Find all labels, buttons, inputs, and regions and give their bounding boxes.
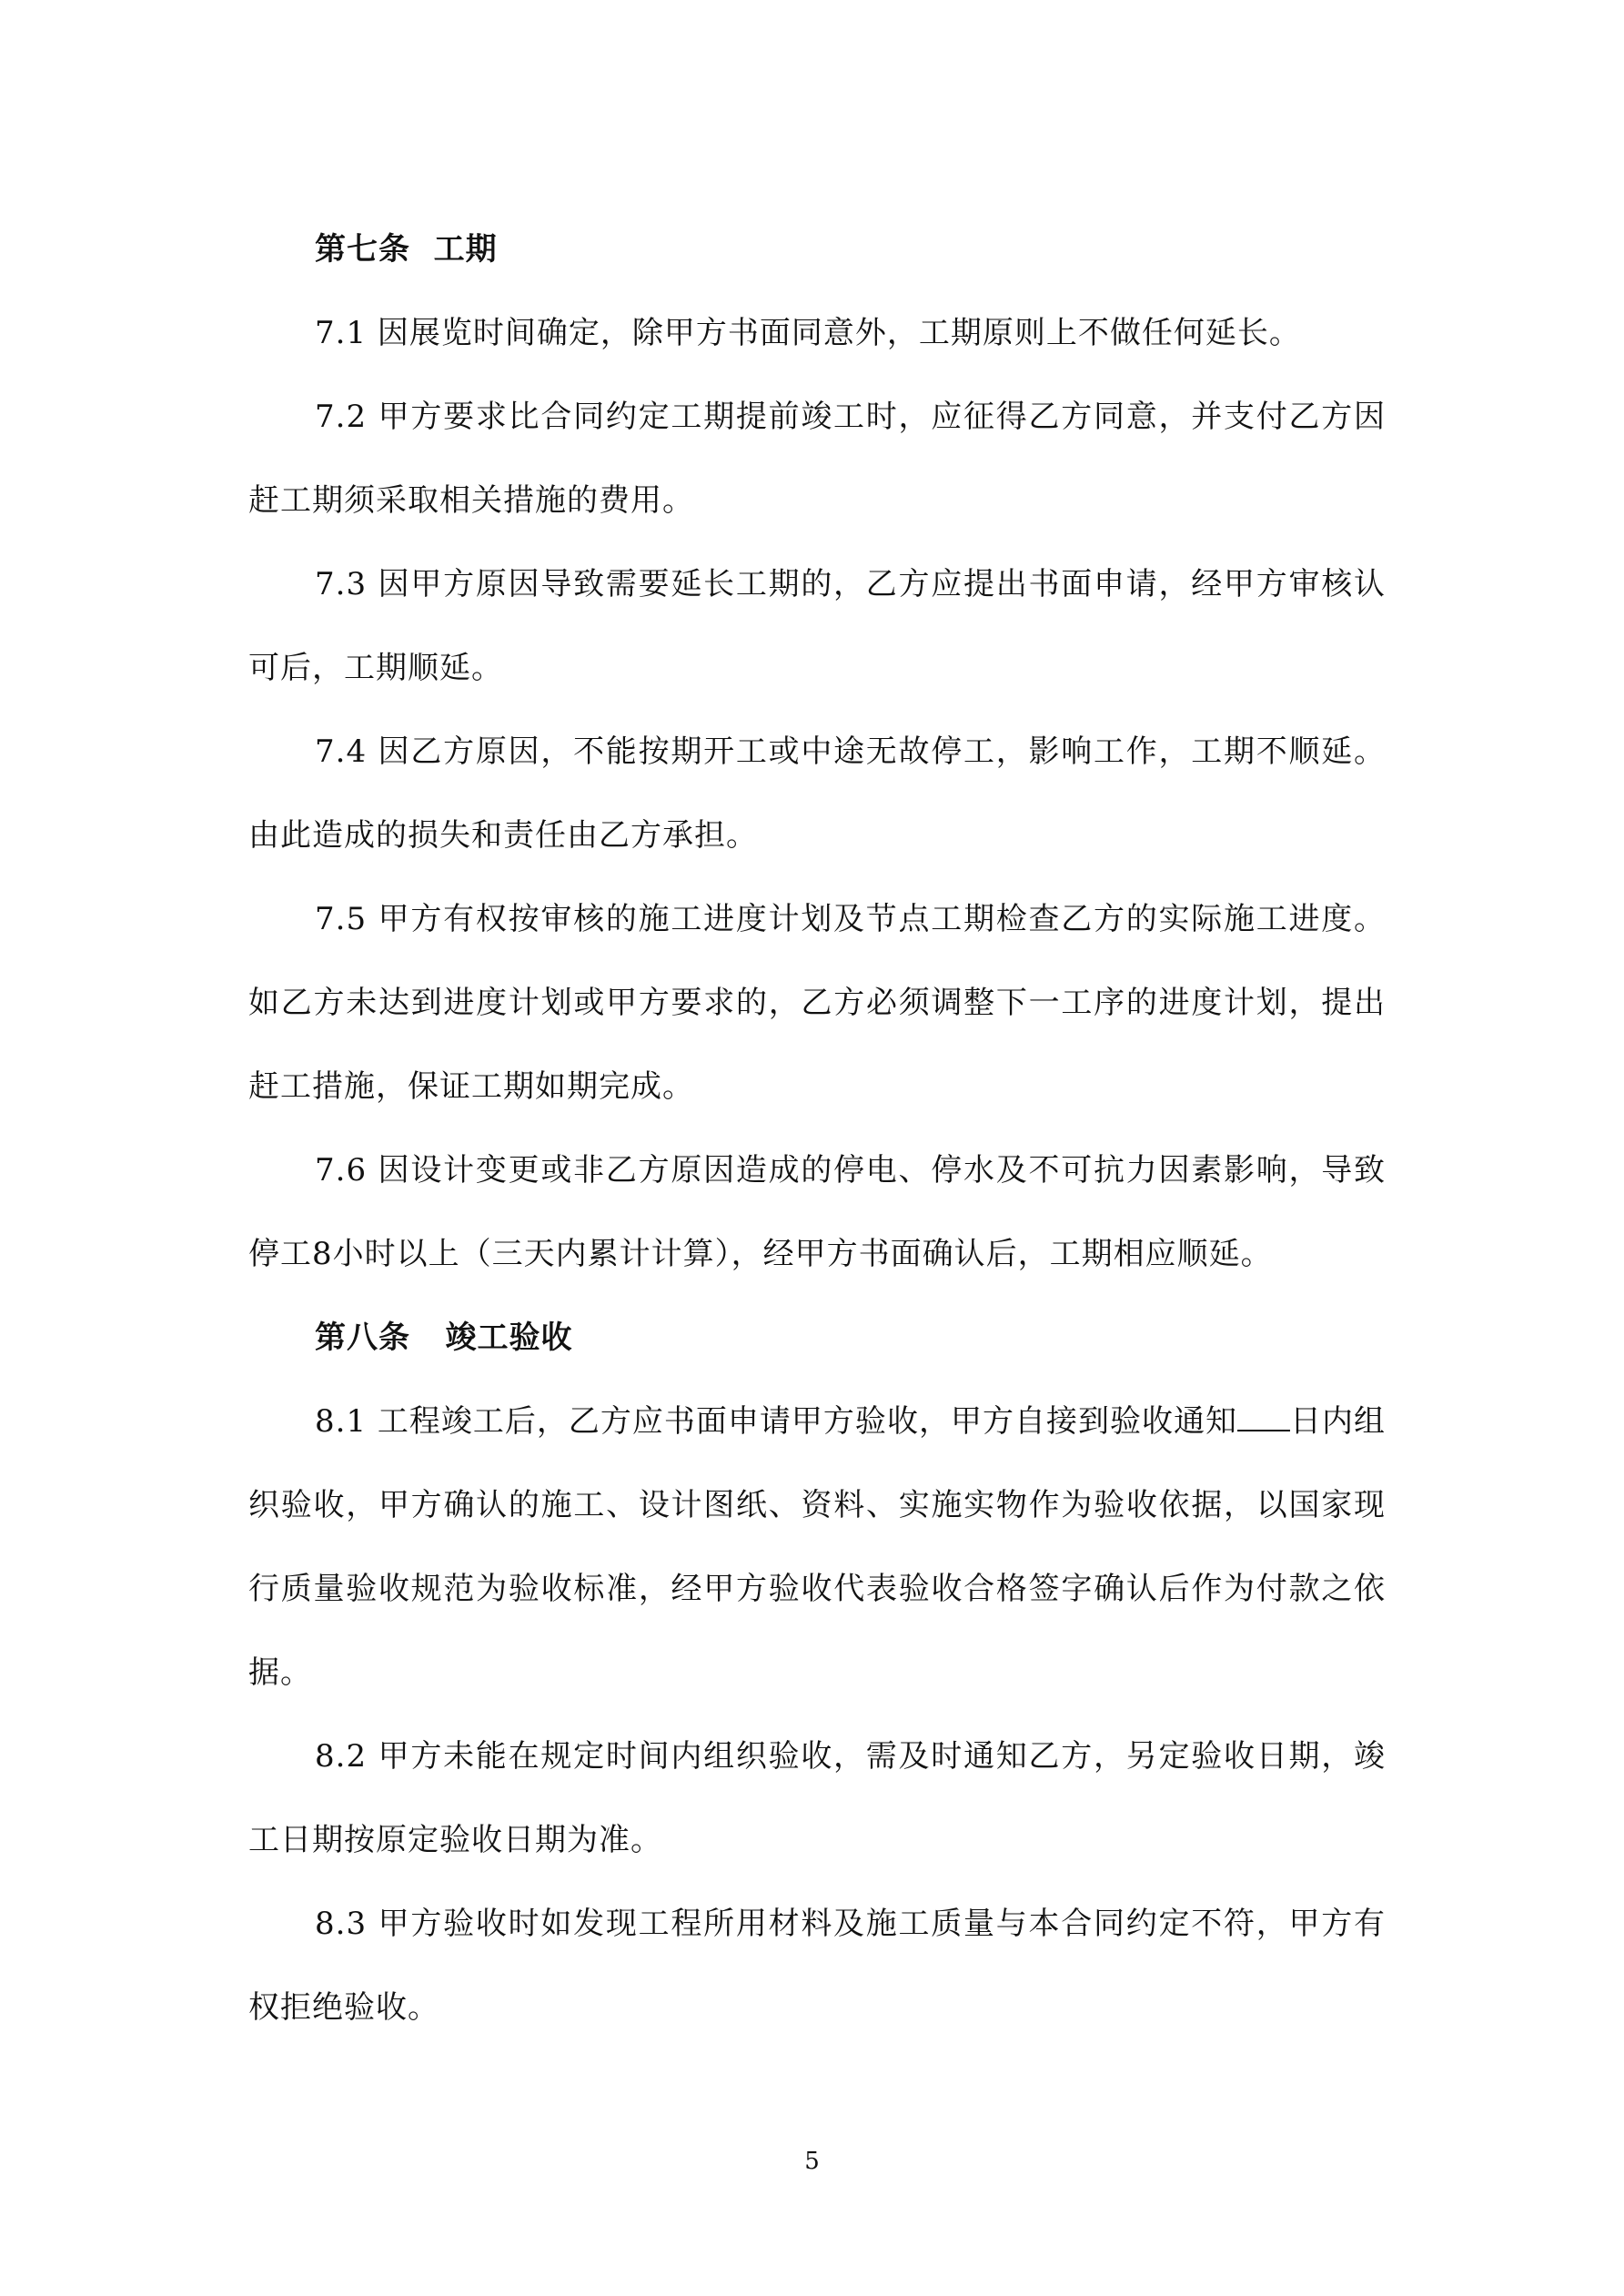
clause-7-4: 7.4 因乙方原因，不能按期开工或中途无故停工，影响工作，工期不顺延。由此造成的损失和责任由乙方承担。 — [248, 733, 1386, 854]
clause-8-1-part-1: 8.1 工程竣工后，乙方应书面申请甲方验收，甲方自接到验收通知 — [315, 1403, 1237, 1440]
clause-8-2: 8.2 甲方未能在规定时间内组织验收，需及时通知乙方，另定验收日期，竣工日期按原定验收日期为准。 — [248, 1738, 1386, 1858]
clause-7-6: 7.6 因设计变更或非乙方原因造成的停电、停水及不可抗力因素影响，导致停工8小时以上（三天内累计计算），经甲方书面确认后，工期相应顺延。 — [248, 1152, 1386, 1272]
clause-7-2: 7.2 甲方要求比合同约定工期提前竣工时，应征得乙方同意，并支付乙方因赶工期须采取相关措施的费用。 — [248, 399, 1386, 519]
page-number: 5 — [804, 2148, 820, 2175]
days-blank-line — [1237, 1402, 1290, 1431]
clause-8-3: 8.3 甲方验收时如发现工程所用材料及施工质量与本合同约定不符，甲方有权拒绝验收。 — [248, 1906, 1386, 2026]
clause-7-1: 7.1 因展览时间确定，除甲方书面同意外，工期原则上不做任何延长。 — [315, 315, 1301, 351]
article-7-heading: 第七条 工期 — [315, 231, 498, 268]
clause-7-3: 7.3 因甲方原因导致需要延长工期的，乙方应提出书面申请，经甲方审核认可后，工期顺延。 — [248, 566, 1386, 686]
clause-7-5: 7.5 甲方有权按审核的施工进度计划及节点工期检查乙方的实际施工进度。如乙方未达到进度计划或甲方要求的，乙方必须调整下一工序的进度计划，提出赶工措施，保证工期如期完成。 — [248, 901, 1386, 1105]
document-body — [248, 207, 1386, 2049]
clause-8-1 — [248, 1380, 1386, 1714]
clause-8-1-part-2: 日内组织验收，甲方确认的施工、设计图纸、资料、实施实物作为验收依据，以国家现行质量验收规范为验收标准，经甲方验收代表验收合格签字确认后作为付款之依据。 — [248, 1403, 1386, 1691]
article-8-heading: 第八条 竣工验收 — [315, 1320, 573, 1356]
